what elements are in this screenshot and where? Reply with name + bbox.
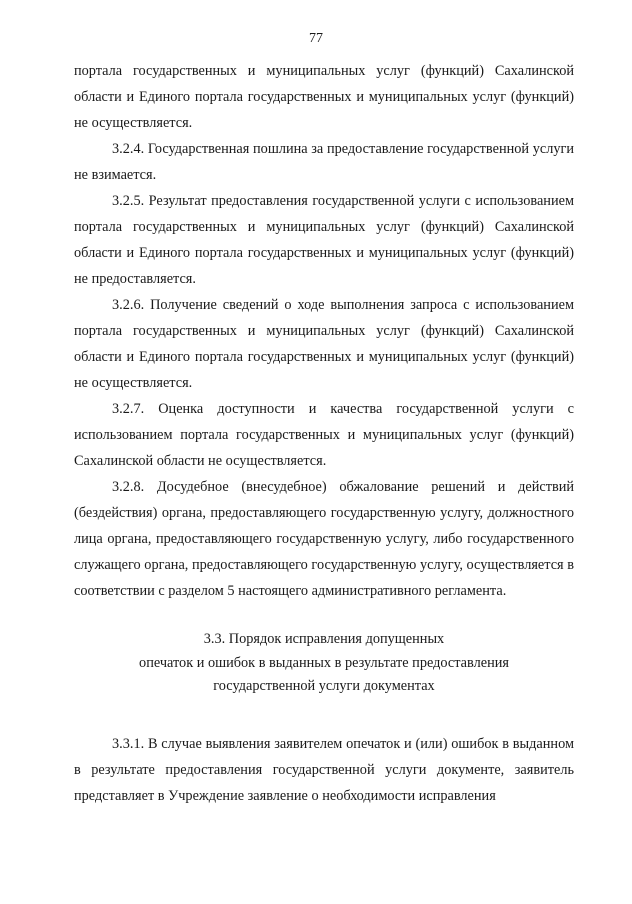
paragraph-continuation: портала государственных и муниципальных услуг (функций) Сахалинской области и Единого портала государственных и муниципальных услуг (функций) не осуществляется. [74,63,574,131]
section-heading-line: опечаток и ошибок в выданных в результате предоставления [139,654,509,671]
paragraph-3-2-4: 3.2.4. Государственная пошлина за предоставление государственной услуги не взимается. [74,141,574,183]
paragraph-3-2-5: 3.2.5. Результат предоставления государственной услуги с использованием портала государственных и муниципальных услуг (функций) Сахалинской области и Единого портала государственных и муниципальных услуг (функций) не предоставляется. [74,193,574,287]
paragraph-3-2-7: 3.2.7. Оценка доступности и качества государственной услуги с использованием портала государственных и муниципальных услуг (функций) Сахалинской области не осуществляется. [74,401,574,469]
paragraph-3-3-1: 3.3.1. В случае выявления заявителем опечаток и (или) ошибок в выданном в результате предоставления государственной услуги документе, заявитель представляет в Учреждение заявление о необходимости исправления [74,735,574,804]
section-heading-line: государственной услуги документах [213,678,435,694]
page-number: 77 [309,31,323,46]
paragraph-3-2-8: 3.2.8. Досудебное (внесудебное) обжалование решений и действий (бездействия) органа, предоставляющего государственную услугу, должностного лица органа, предоставляющего государственную услугу, либо государственного служащего органа, предоставляющего государственную услугу, осуществляется в соответствии с разделом 5 настоящего административного регламента. [74,479,574,599]
document-body [74,58,574,809]
paragraph-3-2-6: 3.2.6. Получение сведений о ходе выполнения запроса с использованием портала государственных и муниципальных услуг (функций) Сахалинской области и Единого портала государственных и муниципальных услуг (функций) не осуществляется. [74,297,574,391]
section-heading-line: 3.3. Порядок исправления допущенных [203,631,445,647]
section-heading-3-3 [74,628,574,699]
